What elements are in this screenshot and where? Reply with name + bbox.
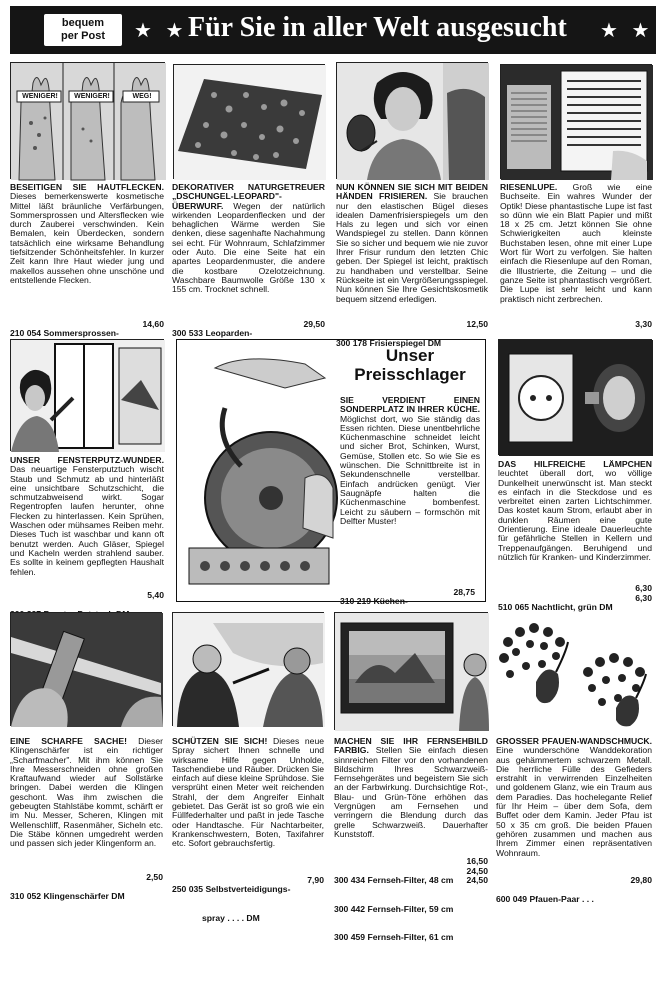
order-number: 310 052 Klingenschärfer DM xyxy=(10,891,125,901)
price: 29,80 xyxy=(630,875,652,885)
product-description xyxy=(172,183,325,303)
product-description xyxy=(500,183,652,313)
product-body: Dieses neue Spray sichert Ihnen schnelle und wirksame Hilfe gegen Unholde, Taschendiebe und Räuber. Drücken Sie einfach auf diese kleine Sprühdose. Sie versprüht einen Meter weit reichenden Strahl, der dem Angreifer Einhalt gebietet. Das Gerät ist so groß wie ein Füllfederhalter und paßt in jede Tasche oder Handtasche. Für Nachtarbeiter, Krankenschwestern, Boten, Taxifahrer etc. Sofort gebrauchsfertig. xyxy=(172,736,325,849)
order-by-mail-badge xyxy=(44,14,122,46)
night-light-image xyxy=(498,339,652,455)
order-label: spray . . . . DM xyxy=(202,912,260,923)
featured-title-line-2: Preisschlager xyxy=(354,365,466,384)
product-headline: GROSSER PFAUEN-WANDSCHMUCK. xyxy=(496,736,652,746)
order-line xyxy=(340,578,475,606)
page-header xyxy=(10,6,656,54)
peacock-wall-decor-image xyxy=(496,612,652,730)
product-description xyxy=(10,183,164,303)
order-number: 300 178 Frisierspiegel DM xyxy=(336,338,442,348)
product-headline: EINE SCHARFE SACHE! xyxy=(10,736,127,746)
featured-title-line-1: Unser xyxy=(385,346,435,365)
order-number: 310 219 Küchen- xyxy=(340,596,408,606)
woman-cleaning-window-image xyxy=(10,339,164,451)
label-weg: WEG! xyxy=(132,93,152,100)
slicing-machine-image xyxy=(185,348,333,592)
product-description xyxy=(496,737,652,867)
product-description xyxy=(340,396,480,584)
product-body: leuchtet überall dort, wo völlige Dunkelheit unerwünscht ist. Man steckt es einfach in die Steckdose und es verbreitet einen zarten Lichtschimmer. Das kostet kaum Strom, erlaubt aber in dunklen Räumen eine gute Orientierung. Eine ideale Dauerleuchte für gefährliche Stellen in Kellern und Treppenaufgängen. Beruhigend und nützlich für Kranken- und Kinderzimmer. xyxy=(498,468,652,562)
giant-magnifier-image xyxy=(500,64,652,179)
product-body: Eine wunderschöne Wanddekoration aus gehämmertem schwarzem Metall. Die herrliche Fülle des Gefieders erstrahlt in verwirrenden Einzelheiten und goldenem Glanz, wie ein Traum aus dem Paradies. Das hochelegante Relief für Ihr Heim – über dem Sofa, dem Buffet oder dem Kamin. Jeder Pfau ist 50 x 35 cm groß. Die beiden Pfauen gehören zusammen und machen aus Ihrem Zimmer einen repräsentativen Wohnraum. xyxy=(496,745,652,858)
order-line xyxy=(336,319,488,348)
order-number: 250 035 Selbstverteidigungs- xyxy=(172,884,291,894)
product-headline: NUN KÖNNEN SIE SICH MIT BEIDEN HÄNDEN FRISIEREN. xyxy=(336,182,488,202)
order-number: 600 049 Pfauen-Paar . . . xyxy=(496,894,594,904)
product-body: Stellen Sie einfach diesen sinnreichen Filter vor den vorhandenen Bildschirm Ihres Schwarzweiß-Fernsehgerätes und begeistern Sie sich an der Farbwirkung. Durchsichtige Rot-, Blau- und Grün-Töne erhöhen das Vergnügen am Fernsehen und verringern die Blendung durch das grelle Schwarzweiß. Dauerhafter Kunststoff. xyxy=(334,745,488,839)
product-description xyxy=(10,456,164,586)
price: 28,75 xyxy=(453,586,475,597)
order-line xyxy=(172,866,324,923)
knife-sharpener-image xyxy=(10,612,162,726)
tv-color-filter-image xyxy=(334,612,488,730)
price: 6,30 xyxy=(635,583,652,593)
product-body: Wegen der natürlich wirkenden Leopardenflecken und der behaglichen Wärme werden Sie denken, diese sagenhafte Nachahmung sei echt. Für Wohnraum, Schlafzimmer oder Auto. Die eine Seite hat ein apartes Leopardenmuster, die andere die kostbare Ozelotzeichnung. Waschbare Baumwolle Größe 130 x 155 cm. Trocknet schnell. xyxy=(172,200,325,295)
star-icon: ★ ★ xyxy=(600,20,654,42)
price: 24,50 xyxy=(466,875,488,885)
order-line xyxy=(10,872,163,901)
product-headline: SIE VERDIENT EINEN SONDERPLATZ IN IHRER KÜCHE. xyxy=(340,395,480,415)
order-line xyxy=(172,310,325,338)
badge-line-2: per Post xyxy=(60,30,105,42)
order-line xyxy=(500,320,652,330)
leopard-throw-image xyxy=(173,64,325,179)
price: 14,60 xyxy=(142,318,164,329)
price: 6,30 xyxy=(635,592,652,603)
page-title: Für Sie in aller Welt ausgesucht xyxy=(188,12,567,43)
star-icon: ★ ★ xyxy=(134,20,188,42)
order-number: 210 054 Sommersprossen- xyxy=(10,328,119,338)
price: 29,50 xyxy=(303,318,325,329)
order-number: 300 442 Fernseh-Filter, 59 cm xyxy=(334,903,454,914)
product-headline: SCHÜTZEN SIE SICH! xyxy=(172,736,268,746)
product-body: Groß wie eine Buchseite. Ein wahres Wunder der Optik! Diese phantastische Lupe ist fast so dünn wie ein Blatt Papier und mißt 18 x 25 cm. Jetzt können Sie ohne Schwierigkeiten auch kleinste Buchstaben lesen, ohne mit einer Lupe Wort für Wort zu verfolgen. Sie halten einfach die Riesenlupe auf den Roman, die Illustrierte, die Zeitung – und die ganze Seite ist phantastisch vergrößert. Die Lupe ist sehr leicht und kann praktisch nicht zerbrechen. xyxy=(500,182,652,304)
woman-mirror-image xyxy=(336,62,488,179)
hands-before-after-image xyxy=(10,62,165,179)
product-headline: MACHEN SIE IHR FERNSEHBILD FARBIG. xyxy=(334,736,488,756)
product-body: Das neuartige Fensterputztuch wischt Staub und Schmutz ab und hinterläßt eine unsichtbare Schutzschicht, die schmutzabweisend wirkt. Sogar Regentropfen laufen herunter, ohne Flecken zu hinterlassen. Kein Sprühen, Waschen oder mühsames Reiben mehr. Dieses Tuch ist waschbar und kann oft benutzt werden. Auch Gläser, Spiegel und Kacheln werden strahlend sauber. Es sollte in keinem gepflegten Haushalt fehlen. xyxy=(10,464,164,577)
product-description xyxy=(10,737,163,867)
order-number: 300 434 Fernseh-Filter, 48 cm xyxy=(334,875,454,885)
label-weniger: WENIGER! xyxy=(74,93,110,100)
price: 3,30 xyxy=(635,319,652,329)
order-line xyxy=(496,875,652,904)
product-description xyxy=(334,737,488,849)
featured-title xyxy=(340,346,480,384)
price: 7,90 xyxy=(307,874,324,885)
product-description xyxy=(498,460,652,580)
product-body: Dieses bemerkenswerte kosmetische Mittel läßt bräunliche Verfärbungen, Sommersprossen und Altersflecken wie durch Zauberei verschwinden. Kein Bemalen, kein Überdecken, sondern tatsächlich eine wirksame Behandlung tiefsitzender Schönheitsfehler. In kurzer Zeit kann Ihre Haut wieder jung und makellos aussehen ohne unschöne und entstellende Flecken. xyxy=(10,191,164,285)
product-body: Sie brauchen nur den elastischen Bügel dieses idealen Damenfrisierspiegels um den Hals zu legen und sich vor einen Wandspiegel zu stellen. Dann können Sie so sicher und bequem wie nie zuvor Ihrer Frisur rundum den letzten Chic geben. Der Spiegel ist leicht, praktisch zu handhaben und verstellbar. Seine Rückseite ist ein Vergrößerungsspiegel. Nun können Sie Ihre Gesichtskosmetik bequem sitzend erledigen. xyxy=(336,191,488,304)
price: 24,50 xyxy=(466,865,488,876)
order-line xyxy=(10,310,164,338)
product-headline: BESEITIGEN SIE HAUTFLECKEN. xyxy=(10,182,164,192)
product-headline: DAS HILFREICHE LÄMPCHEN xyxy=(498,459,652,469)
product-body: Dieser Klingenschärfer ist ein richtiger „Scharfmacher". Mit ihm können Sie Ihre Messerschneiden ohne großen Kraftaufwand wieder auf Sollstärke bringen. Dabei werden die Klingen geschont. Was ihm zwischen die gebeugten Stahlstäbe kommt, schärft er im Nu. Messer, Scheren, Klingen mit Wellenschliff, Rasenmäher, Sicheln etc. Die Stäbe können umgedreht werden und passen sich jeder Klingenform an. xyxy=(10,736,163,849)
product-description xyxy=(172,737,324,863)
order-number: 510 065 Nachtlicht, grün DM xyxy=(498,602,613,612)
price: 2,50 xyxy=(146,872,163,882)
price: 12,50 xyxy=(466,319,488,329)
order-line xyxy=(10,591,164,601)
label-weniger: WENIGER! xyxy=(22,93,58,100)
self-defense-spray-image xyxy=(172,612,324,726)
product-body: Möglichst dort, wo Sie ständig das Essen richten. Diese unentbehrliche Küchenmaschine schneidet leicht und sicher Brot, Schinken, Wurst, Gemüse, Stollen etc. So wie Sie es wünschen. Die Schnittbreite ist in Sekundenschnelle verstellbar. Einfach andrücken genügt. Vier Saugnäpfe halten die Küchenmaschine bombenfest. Leicht zu säubern – formschön mit Delfter Muster! xyxy=(340,413,480,526)
product-headline: DEKORATIVER NATURGETREUER „DSCHUNGEL-LEOPARD"-ÜBERWURF. xyxy=(172,182,325,211)
product-headline: UNSER FENSTERPUTZ-WUNDER. xyxy=(10,455,164,465)
product-headline: RIESENLUPE. xyxy=(500,182,558,192)
order-number: 300 459 Fernseh-Filter, 61 cm xyxy=(334,932,454,942)
order-line xyxy=(334,856,488,942)
price: 5,40 xyxy=(147,590,164,600)
order-number: 300 533 Leoparden- xyxy=(172,328,253,338)
price: 16,50 xyxy=(466,856,488,866)
badge-line-1: bequem xyxy=(61,17,105,29)
order-line xyxy=(498,583,652,612)
product-description xyxy=(336,183,488,313)
